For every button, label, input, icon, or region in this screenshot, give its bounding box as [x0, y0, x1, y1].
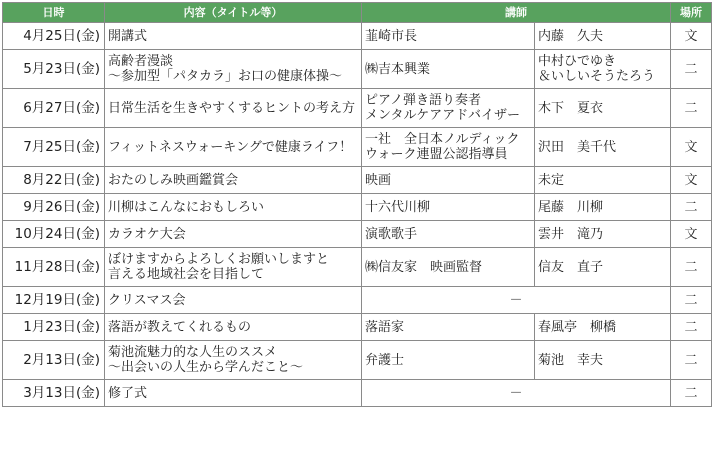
title-cell: 高齢者漫談 ～参加型「パタカラ」お口の健康体操～: [105, 50, 362, 89]
header-content: 内容（タイトル等）: [105, 3, 362, 23]
title-cell: 日常生活を生きやすくするヒントの考え方: [105, 89, 362, 128]
lecturer-org-cell: 演歌歌手: [362, 221, 535, 248]
date-cell: 9月26日(金): [3, 194, 105, 221]
table-row: [3, 128, 712, 167]
place-cell: 二: [671, 89, 712, 128]
title-cell: クリスマス会: [105, 287, 362, 314]
lecturer-name-cell: 雲井 滝乃: [535, 221, 671, 248]
place-cell: 文: [671, 167, 712, 194]
lecturer-org-cell: 映画: [362, 167, 535, 194]
table-row: [3, 380, 712, 407]
lecturer-org-cell: 一社 全日本ノルディック ウォーク連盟公認指導員: [362, 128, 535, 167]
place-cell: 二: [671, 380, 712, 407]
title-cell: 菊池流魅力的な人生のススメ ～出会いの人生から学んだこと～: [105, 341, 362, 380]
place-cell: 二: [671, 194, 712, 221]
place-cell: 文: [671, 221, 712, 248]
schedule-table: [2, 2, 712, 407]
title-cell: ぼけますからよろしくお願いしますと 言える地域社会を目指して: [105, 248, 362, 287]
lecturer-name-cell: 沢田 美千代: [535, 128, 671, 167]
header-place: 場所: [671, 3, 712, 23]
lecturer-name-cell: 尾藤 川柳: [535, 194, 671, 221]
lecturer-org-cell: 十六代川柳: [362, 194, 535, 221]
date-cell: 5月23日(金): [3, 50, 105, 89]
date-cell: 6月27日(金): [3, 89, 105, 128]
lecturer-name-cell: 木下 夏衣: [535, 89, 671, 128]
lecturer-org-cell: ㈱吉本興業: [362, 50, 535, 89]
place-cell: 二: [671, 50, 712, 89]
lecturer-org-cell: 落語家: [362, 314, 535, 341]
title-cell: おたのしみ映画鑑賞会: [105, 167, 362, 194]
table-row: [3, 89, 712, 128]
title-cell: 開講式: [105, 23, 362, 50]
date-cell: 4月25日(金): [3, 23, 105, 50]
date-cell: 7月25日(金): [3, 128, 105, 167]
title-cell: 落語が教えてくれるもの: [105, 314, 362, 341]
header-date: 日時: [3, 3, 105, 23]
lecturer-name-cell: 信友 直子: [535, 248, 671, 287]
table-row: [3, 194, 712, 221]
lecturer-name-cell: 中村ひでゆき ＆いしいそうたろう: [535, 50, 671, 89]
schedule-header: [3, 3, 712, 23]
lecturer-org-cell: 弁護士: [362, 341, 535, 380]
place-cell: 二: [671, 287, 712, 314]
table-row: [3, 50, 712, 89]
header-lecturer: 講師: [362, 3, 671, 23]
place-cell: 文: [671, 23, 712, 50]
lecturer-none-cell: －: [362, 380, 671, 407]
title-cell: フィットネスウォーキングで健康ライフ！: [105, 128, 362, 167]
date-cell: 11月28日(金): [3, 248, 105, 287]
title-cell: カラオケ大会: [105, 221, 362, 248]
place-cell: 文: [671, 128, 712, 167]
table-row: [3, 341, 712, 380]
lecturer-name-cell: 菊池 幸夫: [535, 341, 671, 380]
date-cell: 8月22日(金): [3, 167, 105, 194]
lecturer-org-cell: 韮崎市長: [362, 23, 535, 50]
place-cell: 二: [671, 341, 712, 380]
lecturer-org-cell: ㈱信友家 映画監督: [362, 248, 535, 287]
table-row: [3, 23, 712, 50]
date-cell: 3月13日(金): [3, 380, 105, 407]
place-cell: 二: [671, 314, 712, 341]
lecturer-none-cell: －: [362, 287, 671, 314]
date-cell: 1月23日(金): [3, 314, 105, 341]
table-row: [3, 167, 712, 194]
title-cell: 修了式: [105, 380, 362, 407]
date-cell: 12月19日(金): [3, 287, 105, 314]
date-cell: 10月24日(金): [3, 221, 105, 248]
lecturer-name-cell: 春風亭 柳橋: [535, 314, 671, 341]
table-row: [3, 221, 712, 248]
lecturer-org-cell: ピアノ弾き語り奏者 メンタルケアアドバイザー: [362, 89, 535, 128]
place-cell: 二: [671, 248, 712, 287]
date-cell: 2月13日(金): [3, 341, 105, 380]
table-row: [3, 287, 712, 314]
title-cell: 川柳はこんなにおもしろい: [105, 194, 362, 221]
table-row: [3, 314, 712, 341]
lecturer-name-cell: 未定: [535, 167, 671, 194]
header-row: [3, 3, 712, 23]
table-row: [3, 248, 712, 287]
lecturer-name-cell: 内藤 久夫: [535, 23, 671, 50]
